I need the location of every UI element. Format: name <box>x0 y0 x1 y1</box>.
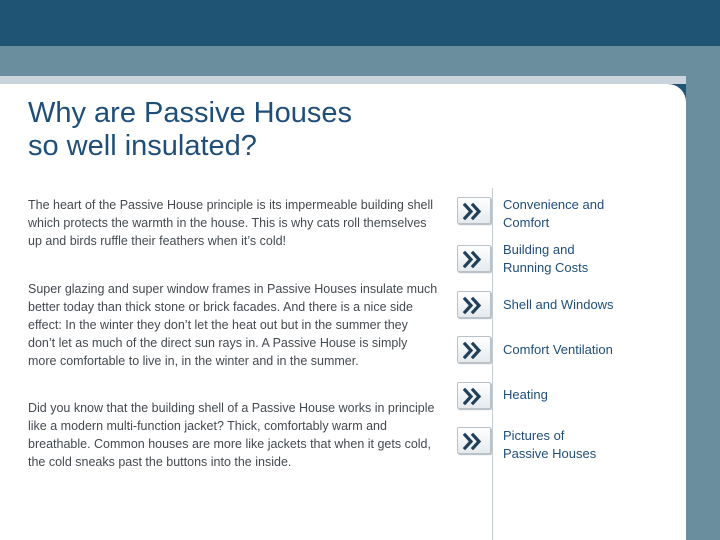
nav-label-pictures-passive-houses[interactable] <box>503 427 673 463</box>
paragraph-3: Did you know that the building shell of a Passive House works in principle like a modern multi-function jacket? Thick, comfortably warm and breathable. Common houses are more like jackets that when it gets cold, the cold sneaks past the buttons into the inside. <box>28 401 435 469</box>
nav-label-shell-windows[interactable]: Shell and Windows <box>503 297 614 312</box>
nav-label-line-2: Running Costs <box>503 260 589 275</box>
double-chevron-right-icon[interactable] <box>457 291 491 318</box>
title-line-2: so well insulated? <box>28 130 257 162</box>
double-chevron-right-icon[interactable] <box>457 382 491 409</box>
nav-label-convenience-comfort[interactable] <box>503 196 673 232</box>
paragraph-1: The heart of the Passive House principle is its impermeable building shell which protects the warmth in the house. This is why cats roll themselves up and birds ruffle their feathers when it’s cold! <box>28 198 434 248</box>
nav-label-comfort-ventilation[interactable]: Comfort Ventilation <box>503 342 613 357</box>
nav-label-building-running-costs[interactable] <box>503 241 673 277</box>
nav-divider <box>492 188 493 540</box>
side-band <box>686 46 720 540</box>
double-chevron-right-icon[interactable] <box>457 427 491 454</box>
nav-label-line-2: Passive Houses <box>503 446 597 461</box>
title-line-1: Why are Passive Houses <box>28 97 352 129</box>
paragraph-2: Super glazing and super window frames in Passive Houses insulate much better today than thick stone or brick facades. And there is a nice side effect: In the winter they don’t let the heat out but in the summer they don’t let as much of the direct sun rays in. A Passive House is simply more comfortable to live in, in the winter and in the summer. <box>28 282 438 368</box>
nav-label-line-1: Building and <box>503 242 575 257</box>
double-chevron-right-icon[interactable] <box>457 197 491 224</box>
nav-label-heating[interactable]: Heating <box>503 387 548 402</box>
header-stripe <box>0 76 720 84</box>
header-band <box>0 46 720 76</box>
page-title <box>28 97 448 163</box>
nav-label-line-2: Comfort <box>503 215 550 230</box>
nav-label-line-1: Convenience and <box>503 197 605 212</box>
double-chevron-right-icon[interactable] <box>457 245 491 272</box>
nav-label-line-1: Pictures of <box>503 428 565 443</box>
double-chevron-right-icon[interactable] <box>457 336 491 363</box>
